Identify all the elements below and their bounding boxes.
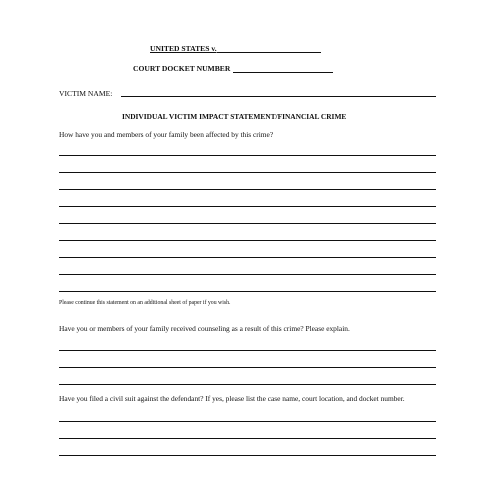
victim-name-blank[interactable] <box>121 96 436 97</box>
answer-line[interactable] <box>59 257 436 258</box>
question-3: Have you filed a civil suit against the defendant? If yes, please list the case name, court location, and docket number. <box>59 394 405 403</box>
case-caption-label: UNITED STATES v. <box>150 44 217 53</box>
answer-line[interactable] <box>59 350 436 351</box>
form-title: INDIVIDUAL VICTIM IMPACT STATEMENT/FINANCIAL CRIME <box>122 112 347 121</box>
victim-name-label: VICTIM NAME: <box>59 89 113 98</box>
case-caption <box>150 44 321 53</box>
answer-line[interactable] <box>59 189 436 190</box>
defendant-name-blank[interactable] <box>217 44 321 53</box>
docket-number-line <box>133 64 333 73</box>
answer-line[interactable] <box>59 384 436 385</box>
answer-line[interactable] <box>59 155 436 156</box>
answer-line[interactable] <box>59 206 436 207</box>
question-2: Have you or members of your family received counseling as a result of this crime? Please explain. <box>59 324 350 333</box>
answer-line[interactable] <box>59 274 436 275</box>
answer-line[interactable] <box>59 240 436 241</box>
answer-line[interactable] <box>59 367 436 368</box>
answer-line[interactable] <box>59 438 436 439</box>
answer-line[interactable] <box>59 455 436 456</box>
answer-line[interactable] <box>59 291 436 292</box>
continue-note: Please continue this statement on an additional sheet of paper if you wish. <box>59 300 231 306</box>
question-1: How have you and members of your family been affected by this crime? <box>59 130 274 139</box>
docket-number-blank[interactable] <box>233 64 333 73</box>
docket-number-label: COURT DOCKET NUMBER <box>133 64 231 73</box>
answer-line[interactable] <box>59 223 436 224</box>
answer-line[interactable] <box>59 172 436 173</box>
answer-line[interactable] <box>59 421 436 422</box>
